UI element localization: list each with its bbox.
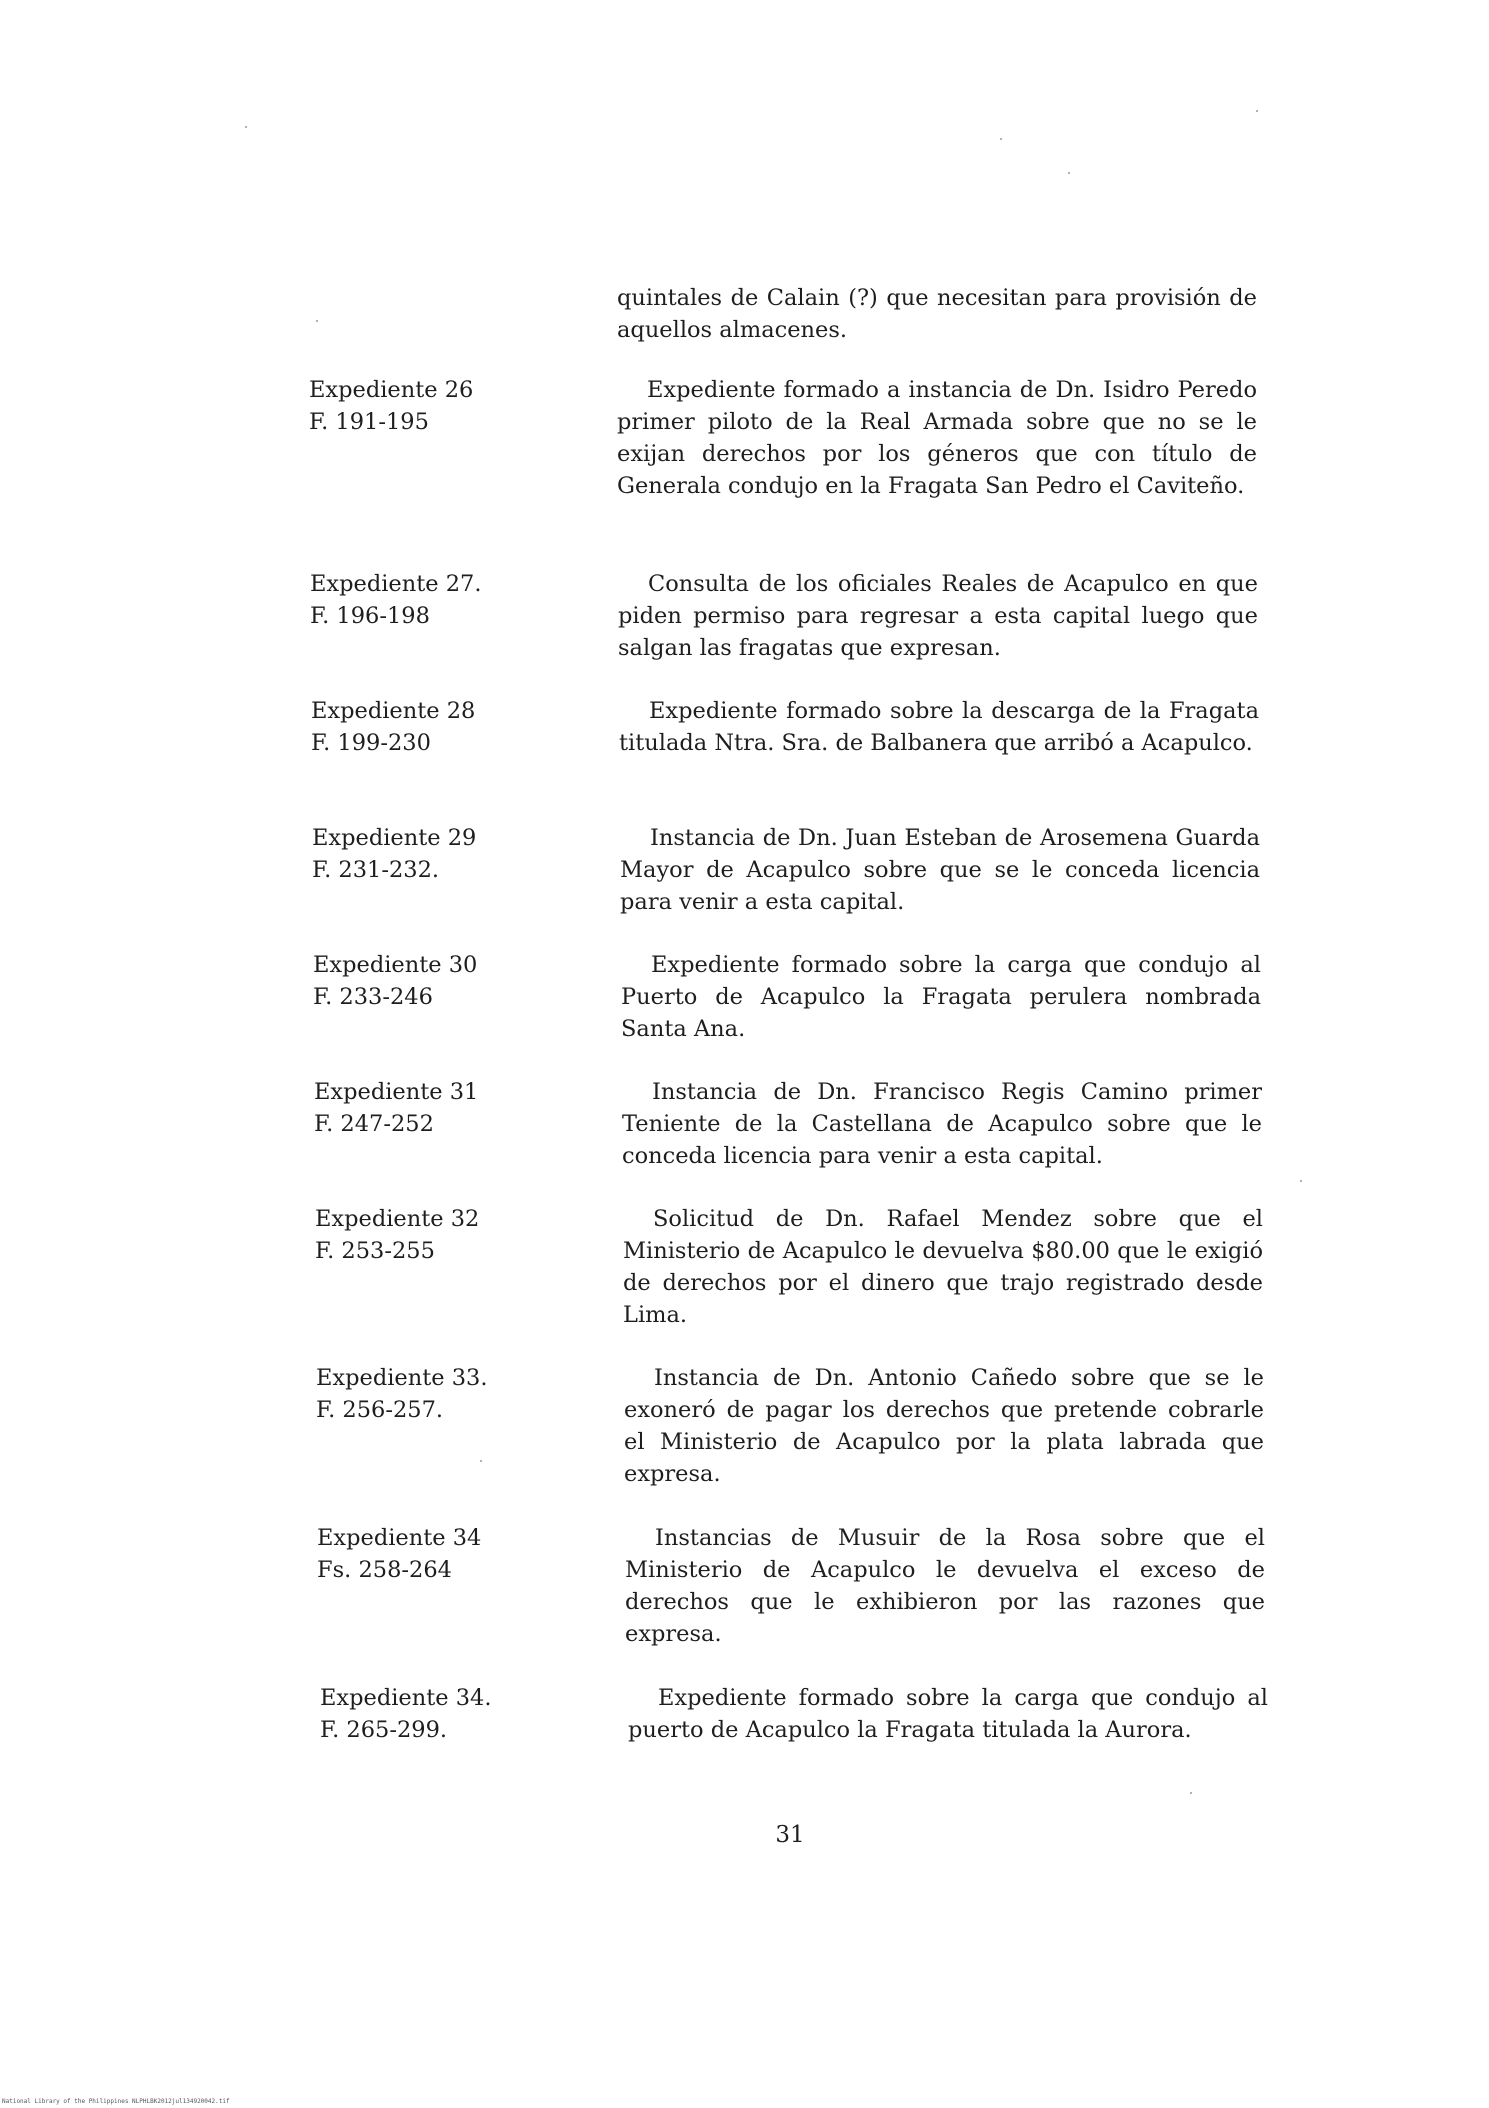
folio-range: F. 256-257. [316,1397,444,1423]
entry-label [315,1203,575,1267]
entry-description: Instancia de Dn. Juan Esteban de Arosemena Guarda Mayor de Acapulco sobre que se le conceda licencia para venir a esta capital. [620,825,1260,915]
folio-range: F. 265-299. [320,1717,448,1743]
entry-description: Instancia de Dn. Francisco Regis Camino primer Teniente de la Castellana de Acapulco sobre que le conceda licencia para venir a esta capital. [622,1079,1262,1169]
scan-speck [316,320,318,322]
expediente-number: Expediente 34 [317,1525,482,1551]
folio-range: F. 231-232. [312,857,440,883]
expediente-number: Expediente 27. [310,571,482,597]
entry-label [311,695,571,759]
expediente-number: Expediente 31 [314,1079,479,1105]
entry-description: Expediente formado a instancia de Dn. Isidro Peredo primer piloto de la Real Armada sobre que no se le exijan derechos por los géneros que con título de Generala condujo en la Fragata San Pedro el Caviteño. [617,377,1257,499]
entry-label [313,949,573,1013]
entry-label [309,374,569,438]
entry-description: Consulta de los oficiales Reales de Acapulco en que piden permiso para regresar a esta capital luego que salgan las fragatas que expresan. [618,571,1258,661]
entry-description: Instancias de Musuir de la Rosa sobre que el Ministerio de Acapulco le devuelva el exceso de derechos que le exhibieron por las razones que expresa. [625,1525,1265,1647]
continuation-paragraph: quintales de Calain (?) que necesitan para provisión de aquellos almacenes. [617,285,1257,343]
entry-description: Expediente formado sobre la carga que condujo al puerto de Acapulco la Fragata titulada la Aurora. [628,1685,1268,1743]
entry-label [316,1362,576,1426]
expediente-number: Expediente 26 [309,377,474,403]
entry-label [314,1076,574,1140]
scan-speck [1190,1792,1192,1794]
entry-label [317,1522,577,1586]
folio-range: F. 196-198 [310,603,430,629]
entry-label [312,822,572,886]
expediente-number: Expediente 33. [316,1365,488,1391]
scan-speck [245,126,247,128]
entry-label [320,1682,580,1746]
scan-speck [480,1460,482,1462]
folio-range: F. 253-255 [315,1238,435,1264]
scan-footer: National Library of the Philippines NLPHLBK2012jul134920042.tif [2,2098,230,2105]
folio-range: Fs. 258-264 [317,1557,452,1583]
expediente-number: Expediente 29 [312,825,477,851]
entry-description: Solicitud de Dn. Rafael Mendez sobre que el Ministerio de Acapulco le devuelva $80.00 que le exigió de derechos por el dinero que trajo registrado desde Lima. [623,1206,1263,1328]
folio-range: F. 247-252 [314,1111,434,1137]
scan-speck [1068,172,1070,174]
expediente-number: Expediente 28 [311,698,476,724]
page-number: 31 [775,1822,805,1848]
scan-speck [1000,138,1002,140]
scan-speck [1256,110,1258,112]
folio-range: F. 191-195 [309,409,429,435]
folio-range: F. 233-246 [313,984,433,1010]
expediente-number: Expediente 32 [315,1206,480,1232]
entry-description: Expediente formado sobre la carga que condujo al Puerto de Acapulco la Fragata perulera nombrada Santa Ana. [621,952,1261,1042]
entry-label [310,568,570,632]
scan-speck [1300,1180,1302,1182]
entry-description: Instancia de Dn. Antonio Cañedo sobre que se le exoneró de pagar los derechos que pretende cobrarle el Ministerio de Acapulco por la plata labrada que expresa. [624,1365,1264,1487]
expediente-number: Expediente 30 [313,952,478,978]
entry-description: Expediente formado sobre la descarga de la Fragata titulada Ntra. Sra. de Balbanera que arribó a Acapulco. [619,698,1259,756]
folio-range: F. 199-230 [311,730,431,756]
expediente-number: Expediente 34. [320,1685,492,1711]
